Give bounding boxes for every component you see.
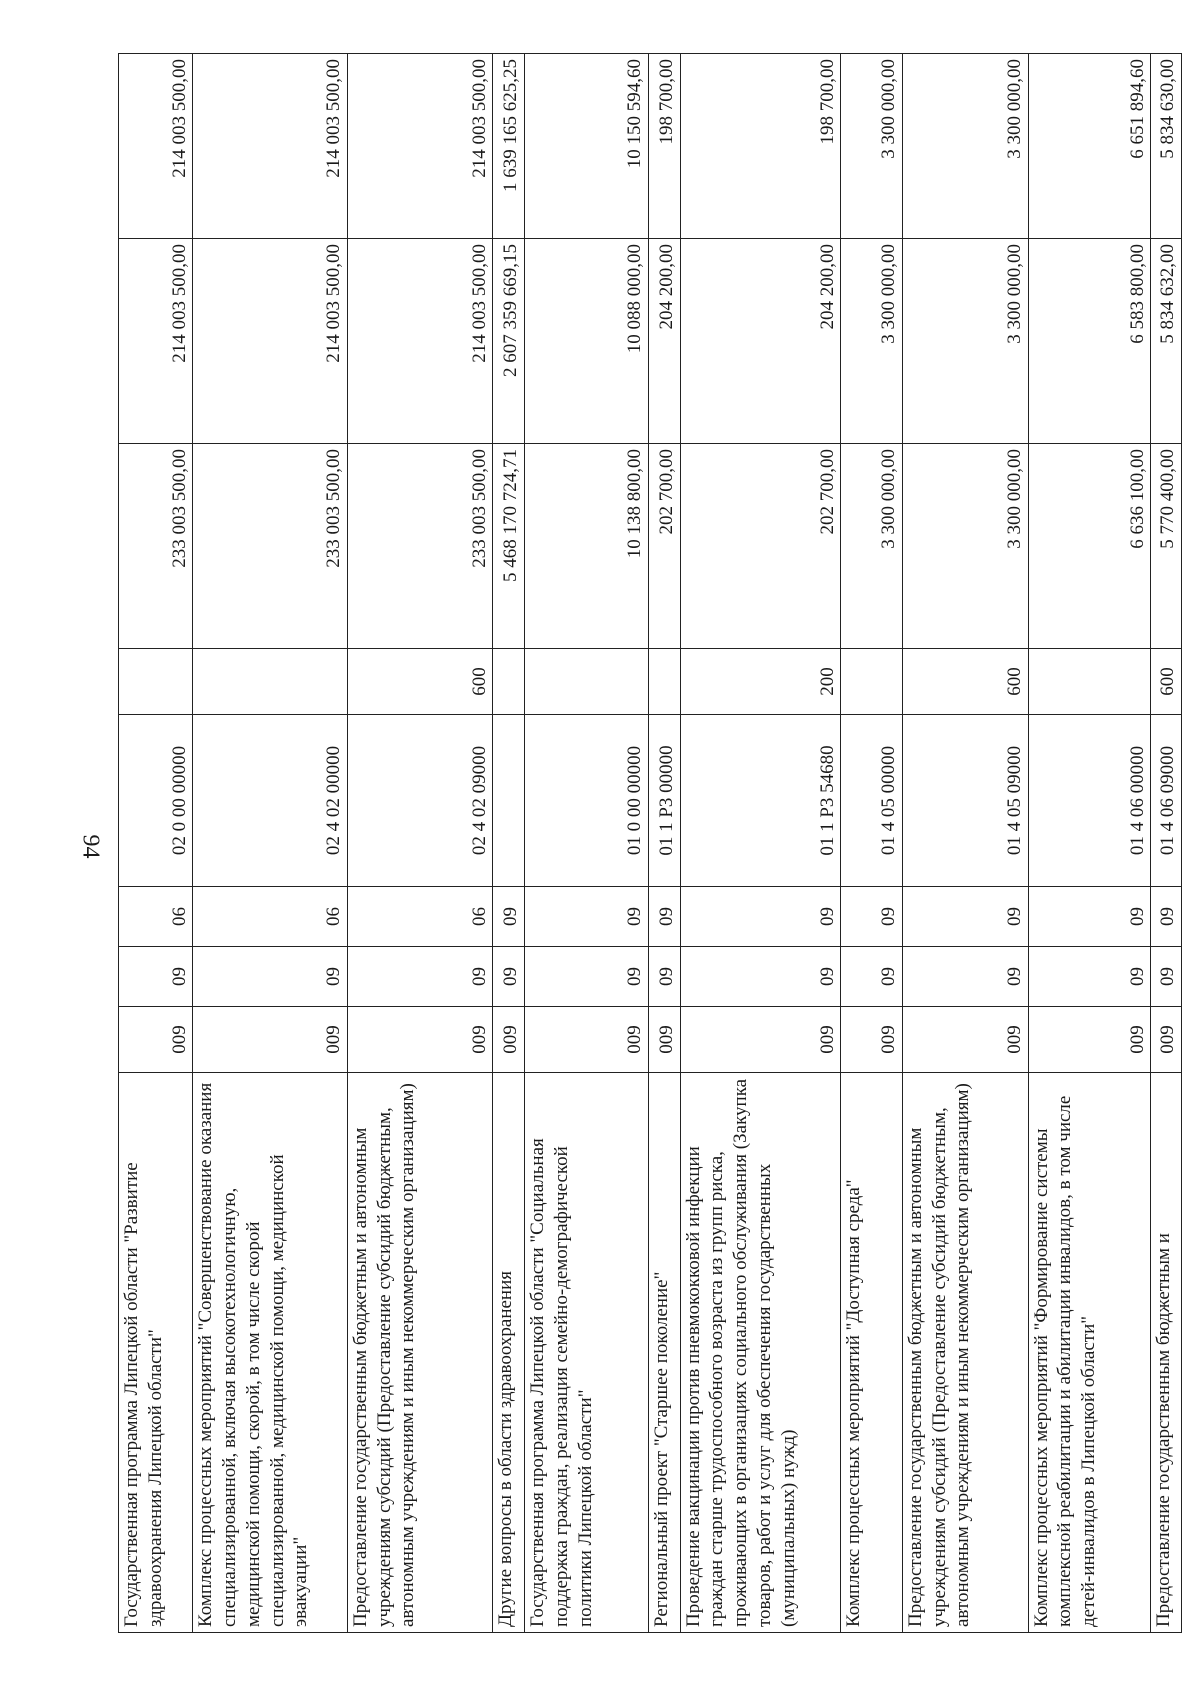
- amount-year-2: 6 583 800,00: [1028, 239, 1151, 444]
- table-row: [902, 54, 1028, 1633]
- item-name: Проведение вакцинации против пневмококковой инфекции граждан старше трудоспособного возраста из групп риска, проживающих в организациях социального обслуживания (Закупка товаров, работ и услуг для обеспечения государственных (муниципальных) нужд): [680, 1073, 841, 1633]
- target-article-code: 02 4 02 00000: [193, 715, 347, 887]
- table-row: [680, 54, 841, 1633]
- expense-type-code: [841, 649, 902, 715]
- expense-type-code: [193, 649, 347, 715]
- section-code: 09: [902, 947, 1028, 1007]
- amount-year-1: 233 003 500,00: [347, 444, 493, 649]
- subsection-code: 06: [347, 887, 493, 947]
- rotated-page-content: [118, 54, 1182, 1633]
- budget-table-body: [119, 54, 1182, 1633]
- amount-year-2: 204 200,00: [680, 239, 841, 444]
- table-row: [193, 54, 347, 1633]
- amount-year-1: 233 003 500,00: [193, 444, 347, 649]
- grbs-code: 009: [493, 1007, 525, 1073]
- target-article-code: 02 4 02 09000: [347, 715, 493, 887]
- item-name: Комплекс процессных мероприятий "Совершенствование оказания специализированной, включая высокотехнологичную, медицинской помощи, скорой, в том числе скорой специализированной, медицинской помощи, медицинской эвакуации": [193, 1073, 347, 1633]
- grbs-code: 009: [902, 1007, 1028, 1073]
- amount-year-3: 3 300 000,00: [841, 54, 902, 239]
- expense-type-code: [1028, 649, 1151, 715]
- amount-year-1: 5 468 170 724,71: [493, 444, 525, 649]
- amount-year-3: 214 003 500,00: [347, 54, 493, 239]
- item-name: Региональный проект "Старшее поколение": [648, 1073, 680, 1633]
- amount-year-1: 3 300 000,00: [902, 444, 1028, 649]
- expense-type-code: [119, 649, 193, 715]
- table-row: [648, 54, 680, 1633]
- item-name: Предоставление государственным бюджетным и автономным учреждениям субсидий (Предоставление субсидий бюджетным, автономным учреждениям и иным некоммерческим организациям): [347, 1073, 493, 1633]
- expense-type-code: 200: [680, 649, 841, 715]
- section-code: 09: [1151, 947, 1182, 1007]
- section-code: 09: [1028, 947, 1151, 1007]
- item-name: Государственная программа Липецкой области "Развитие здравоохранения Липецкой области": [119, 1073, 193, 1633]
- table-row: [841, 54, 902, 1633]
- table-row: [1151, 54, 1182, 1633]
- grbs-code: 009: [119, 1007, 193, 1073]
- amount-year-2: 214 003 500,00: [193, 239, 347, 444]
- expense-type-code: [525, 649, 649, 715]
- item-name: Другие вопросы в области здравоохранения: [493, 1073, 525, 1633]
- budget-table-container: [118, 54, 1182, 1633]
- amount-year-1: 202 700,00: [648, 444, 680, 649]
- table-row: [1028, 54, 1151, 1633]
- target-article-code: 01 0 00 00000: [525, 715, 649, 887]
- subsection-code: 09: [680, 887, 841, 947]
- amount-year-1: 6 636 100,00: [1028, 444, 1151, 649]
- amount-year-2: 214 003 500,00: [119, 239, 193, 444]
- subsection-code: 09: [493, 887, 525, 947]
- grbs-code: 009: [648, 1007, 680, 1073]
- subsection-code: 09: [841, 887, 902, 947]
- subsection-code: 09: [648, 887, 680, 947]
- table-row: [119, 54, 193, 1633]
- page-number: 94: [77, 834, 104, 859]
- amount-year-3: 198 700,00: [648, 54, 680, 239]
- amount-year-2: 10 088 000,00: [525, 239, 649, 444]
- amount-year-1: 5 770 400,00: [1151, 444, 1182, 649]
- amount-year-2: 2 607 359 669,15: [493, 239, 525, 444]
- expense-type-code: 600: [1151, 649, 1182, 715]
- item-name: Предоставление государственным бюджетным и: [1151, 1073, 1182, 1633]
- grbs-code: 009: [347, 1007, 493, 1073]
- grbs-code: 009: [1151, 1007, 1182, 1073]
- section-code: 09: [680, 947, 841, 1007]
- amount-year-1: 3 300 000,00: [841, 444, 902, 649]
- section-code: 09: [841, 947, 902, 1007]
- amount-year-2: 214 003 500,00: [347, 239, 493, 444]
- target-article-code: 01 1 P3 00000: [648, 715, 680, 887]
- subsection-code: 06: [193, 887, 347, 947]
- item-name: Предоставление государственным бюджетным и автономным учреждениям субсидий (Предоставление субсидий бюджетным, автономным учреждениям и иным некоммерческим организациям): [902, 1073, 1028, 1633]
- grbs-code: 009: [841, 1007, 902, 1073]
- subsection-code: 09: [1151, 887, 1182, 947]
- expense-type-code: [648, 649, 680, 715]
- grbs-code: 009: [193, 1007, 347, 1073]
- amount-year-3: 6 651 894,60: [1028, 54, 1151, 239]
- section-code: 09: [525, 947, 649, 1007]
- amount-year-3: 10 150 594,60: [525, 54, 649, 239]
- section-code: 09: [648, 947, 680, 1007]
- amount-year-3: 1 639 165 625,25: [493, 54, 525, 239]
- amount-year-2: 5 834 632,00: [1151, 239, 1182, 444]
- table-row: [525, 54, 649, 1633]
- expense-type-code: 600: [902, 649, 1028, 715]
- subsection-code: 09: [1028, 887, 1151, 947]
- expense-type-code: [493, 649, 525, 715]
- grbs-code: 009: [525, 1007, 649, 1073]
- expense-type-code: 600: [347, 649, 493, 715]
- amount-year-1: 233 003 500,00: [119, 444, 193, 649]
- target-article-code: 02 0 00 00000: [119, 715, 193, 887]
- subsection-code: 09: [525, 887, 649, 947]
- item-name: Комплекс процессных мероприятий "Доступная среда": [841, 1073, 902, 1633]
- target-article-code: 01 1 P3 54680: [680, 715, 841, 887]
- table-row: [493, 54, 525, 1633]
- amount-year-3: 198 700,00: [680, 54, 841, 239]
- amount-year-3: 214 003 500,00: [193, 54, 347, 239]
- target-article-code: 01 4 06 00000: [1028, 715, 1151, 887]
- table-row: [347, 54, 493, 1633]
- subsection-code: 09: [902, 887, 1028, 947]
- amount-year-2: 3 300 000,00: [841, 239, 902, 444]
- section-code: 09: [347, 947, 493, 1007]
- amount-year-1: 10 138 800,00: [525, 444, 649, 649]
- grbs-code: 009: [1028, 1007, 1151, 1073]
- amount-year-2: 204 200,00: [648, 239, 680, 444]
- target-article-code: 01 4 05 00000: [841, 715, 902, 887]
- amount-year-3: 3 300 000,00: [902, 54, 1028, 239]
- section-code: 09: [119, 947, 193, 1007]
- amount-year-1: 202 700,00: [680, 444, 841, 649]
- subsection-code: 06: [119, 887, 193, 947]
- grbs-code: 009: [680, 1007, 841, 1073]
- section-code: 09: [493, 947, 525, 1007]
- budget-table: [118, 53, 1182, 1633]
- item-name: Комплекс процессных мероприятий "Формирование системы комплексной реабилитации и абилитации инвалидов, в том числе детей-инвалидов в Липецкой области": [1028, 1073, 1151, 1633]
- target-article-code: 01 4 06 09000: [1151, 715, 1182, 887]
- target-article-code: [493, 715, 525, 887]
- amount-year-2: 3 300 000,00: [902, 239, 1028, 444]
- amount-year-3: 5 834 630,00: [1151, 54, 1182, 239]
- item-name: Государственная программа Липецкой области "Социальная поддержка граждан, реализация семейно-демографической политики Липецкой области": [525, 1073, 649, 1633]
- target-article-code: 01 4 05 09000: [902, 715, 1028, 887]
- section-code: 09: [193, 947, 347, 1007]
- amount-year-3: 214 003 500,00: [119, 54, 193, 239]
